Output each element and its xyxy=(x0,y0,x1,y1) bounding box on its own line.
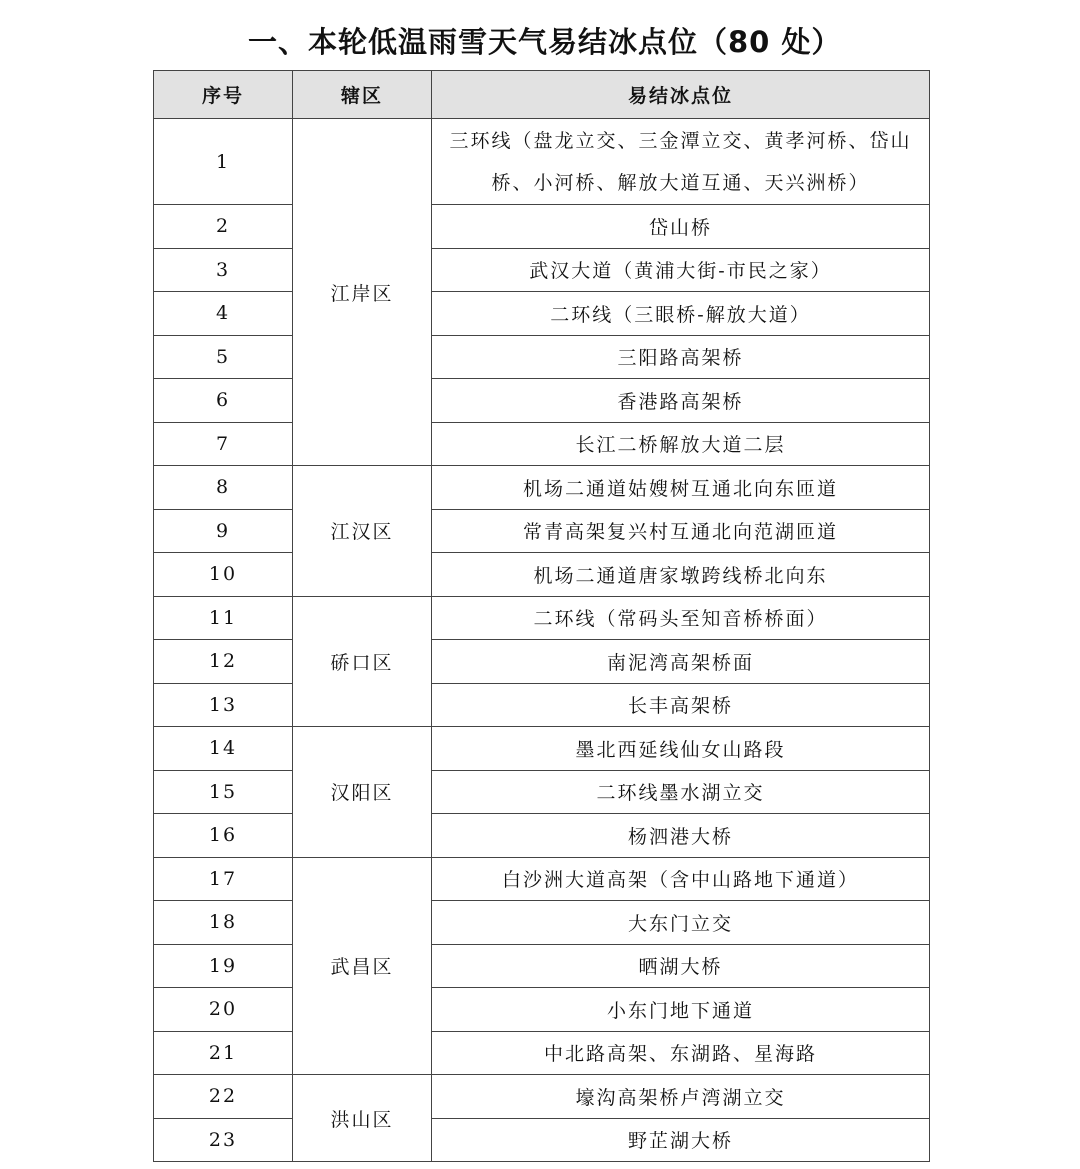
row-index: 9 xyxy=(154,509,293,553)
table-row xyxy=(154,1075,930,1119)
row-location: 杨泗港大桥 xyxy=(432,814,930,858)
row-index: 15 xyxy=(154,770,293,814)
row-index: 17 xyxy=(154,857,293,901)
table-row xyxy=(154,509,930,553)
district-cell-jiangan: 江岸区 xyxy=(293,119,432,466)
row-index: 6 xyxy=(154,379,293,423)
row-location: 机场二通道唐家墩跨线桥北向东 xyxy=(432,553,930,597)
row-location: 二环线（三眼桥-解放大道） xyxy=(432,292,930,336)
row-location: 二环线（常码头至知音桥桥面） xyxy=(432,596,930,640)
table-row xyxy=(154,944,930,988)
row-location: 南泥湾高架桥面 xyxy=(432,640,930,684)
row-location: 二环线墨水湖立交 xyxy=(432,770,930,814)
district-cell-wuchang: 武昌区 xyxy=(293,857,432,1075)
row-index: 21 xyxy=(154,1031,293,1075)
row-index: 13 xyxy=(154,683,293,727)
row-index: 12 xyxy=(154,640,293,684)
district-cell-hanyang: 汉阳区 xyxy=(293,727,432,858)
row-location: 机场二通道姑嫂树互通北向东匝道 xyxy=(432,466,930,510)
row-location: 武汉大道（黄浦大街-市民之家） xyxy=(432,248,930,292)
row-location: 小东门地下通道 xyxy=(432,988,930,1032)
row-index: 22 xyxy=(154,1075,293,1119)
table-row xyxy=(154,422,930,466)
row-index: 11 xyxy=(154,596,293,640)
row-location: 常青高架复兴村互通北向范湖匝道 xyxy=(432,509,930,553)
row-location: 白沙洲大道高架（含中山路地下通道） xyxy=(432,857,930,901)
row-index: 14 xyxy=(154,727,293,771)
row-location: 晒湖大桥 xyxy=(432,944,930,988)
table-row xyxy=(154,683,930,727)
row-location: 大东门立交 xyxy=(432,901,930,945)
row-location: 三阳路高架桥 xyxy=(432,335,930,379)
row-location: 长江二桥解放大道二层 xyxy=(432,422,930,466)
row-index: 10 xyxy=(154,553,293,597)
row-location: 墨北西延线仙女山路段 xyxy=(432,727,930,771)
row-index: 23 xyxy=(154,1118,293,1162)
row-location: 岱山桥 xyxy=(432,205,930,249)
row-index: 2 xyxy=(154,205,293,249)
row-index: 4 xyxy=(154,292,293,336)
row-index: 18 xyxy=(154,901,293,945)
table-row xyxy=(154,335,930,379)
table-row xyxy=(154,1118,930,1162)
header-location: 易结冰点位 xyxy=(432,71,930,119)
page-title: 一、本轮低温雨雪天气易结冰点位（80 处） xyxy=(248,25,842,59)
icing-locations-table xyxy=(153,70,930,1162)
table-row xyxy=(154,988,930,1032)
row-index: 16 xyxy=(154,814,293,858)
table-row xyxy=(154,596,930,640)
table-row xyxy=(154,379,930,423)
row-index: 7 xyxy=(154,422,293,466)
table-row xyxy=(154,248,930,292)
table-row xyxy=(154,1031,930,1075)
table-row xyxy=(154,205,930,249)
table-row xyxy=(154,770,930,814)
header-index: 序号 xyxy=(154,71,293,119)
row-location: 香港路高架桥 xyxy=(432,379,930,423)
row-index: 1 xyxy=(154,119,293,205)
table-row xyxy=(154,119,930,205)
table-row xyxy=(154,292,930,336)
row-location: 三环线（盘龙立交、三金潭立交、黄孝河桥、岱山桥、小河桥、解放大道互通、天兴洲桥） xyxy=(432,119,930,205)
row-location: 中北路高架、东湖路、星海路 xyxy=(432,1031,930,1075)
row-location: 壕沟高架桥卢湾湖立交 xyxy=(432,1075,930,1119)
table-row xyxy=(154,640,930,684)
header-district: 辖区 xyxy=(293,71,432,119)
table-row xyxy=(154,814,930,858)
table-row xyxy=(154,553,930,597)
row-index: 20 xyxy=(154,988,293,1032)
row-index: 19 xyxy=(154,944,293,988)
table-row xyxy=(154,857,930,901)
row-index: 8 xyxy=(154,466,293,510)
district-cell-hongshan: 洪山区 xyxy=(293,1075,432,1162)
row-index: 5 xyxy=(154,335,293,379)
table-row xyxy=(154,901,930,945)
row-index: 3 xyxy=(154,248,293,292)
table-header-row xyxy=(154,71,930,119)
table-row xyxy=(154,466,930,510)
row-location: 长丰高架桥 xyxy=(432,683,930,727)
table-row xyxy=(154,727,930,771)
district-cell-qiaokou: 硚口区 xyxy=(293,596,432,727)
row-location: 野芷湖大桥 xyxy=(432,1118,930,1162)
district-cell-jianghan: 江汉区 xyxy=(293,466,432,597)
